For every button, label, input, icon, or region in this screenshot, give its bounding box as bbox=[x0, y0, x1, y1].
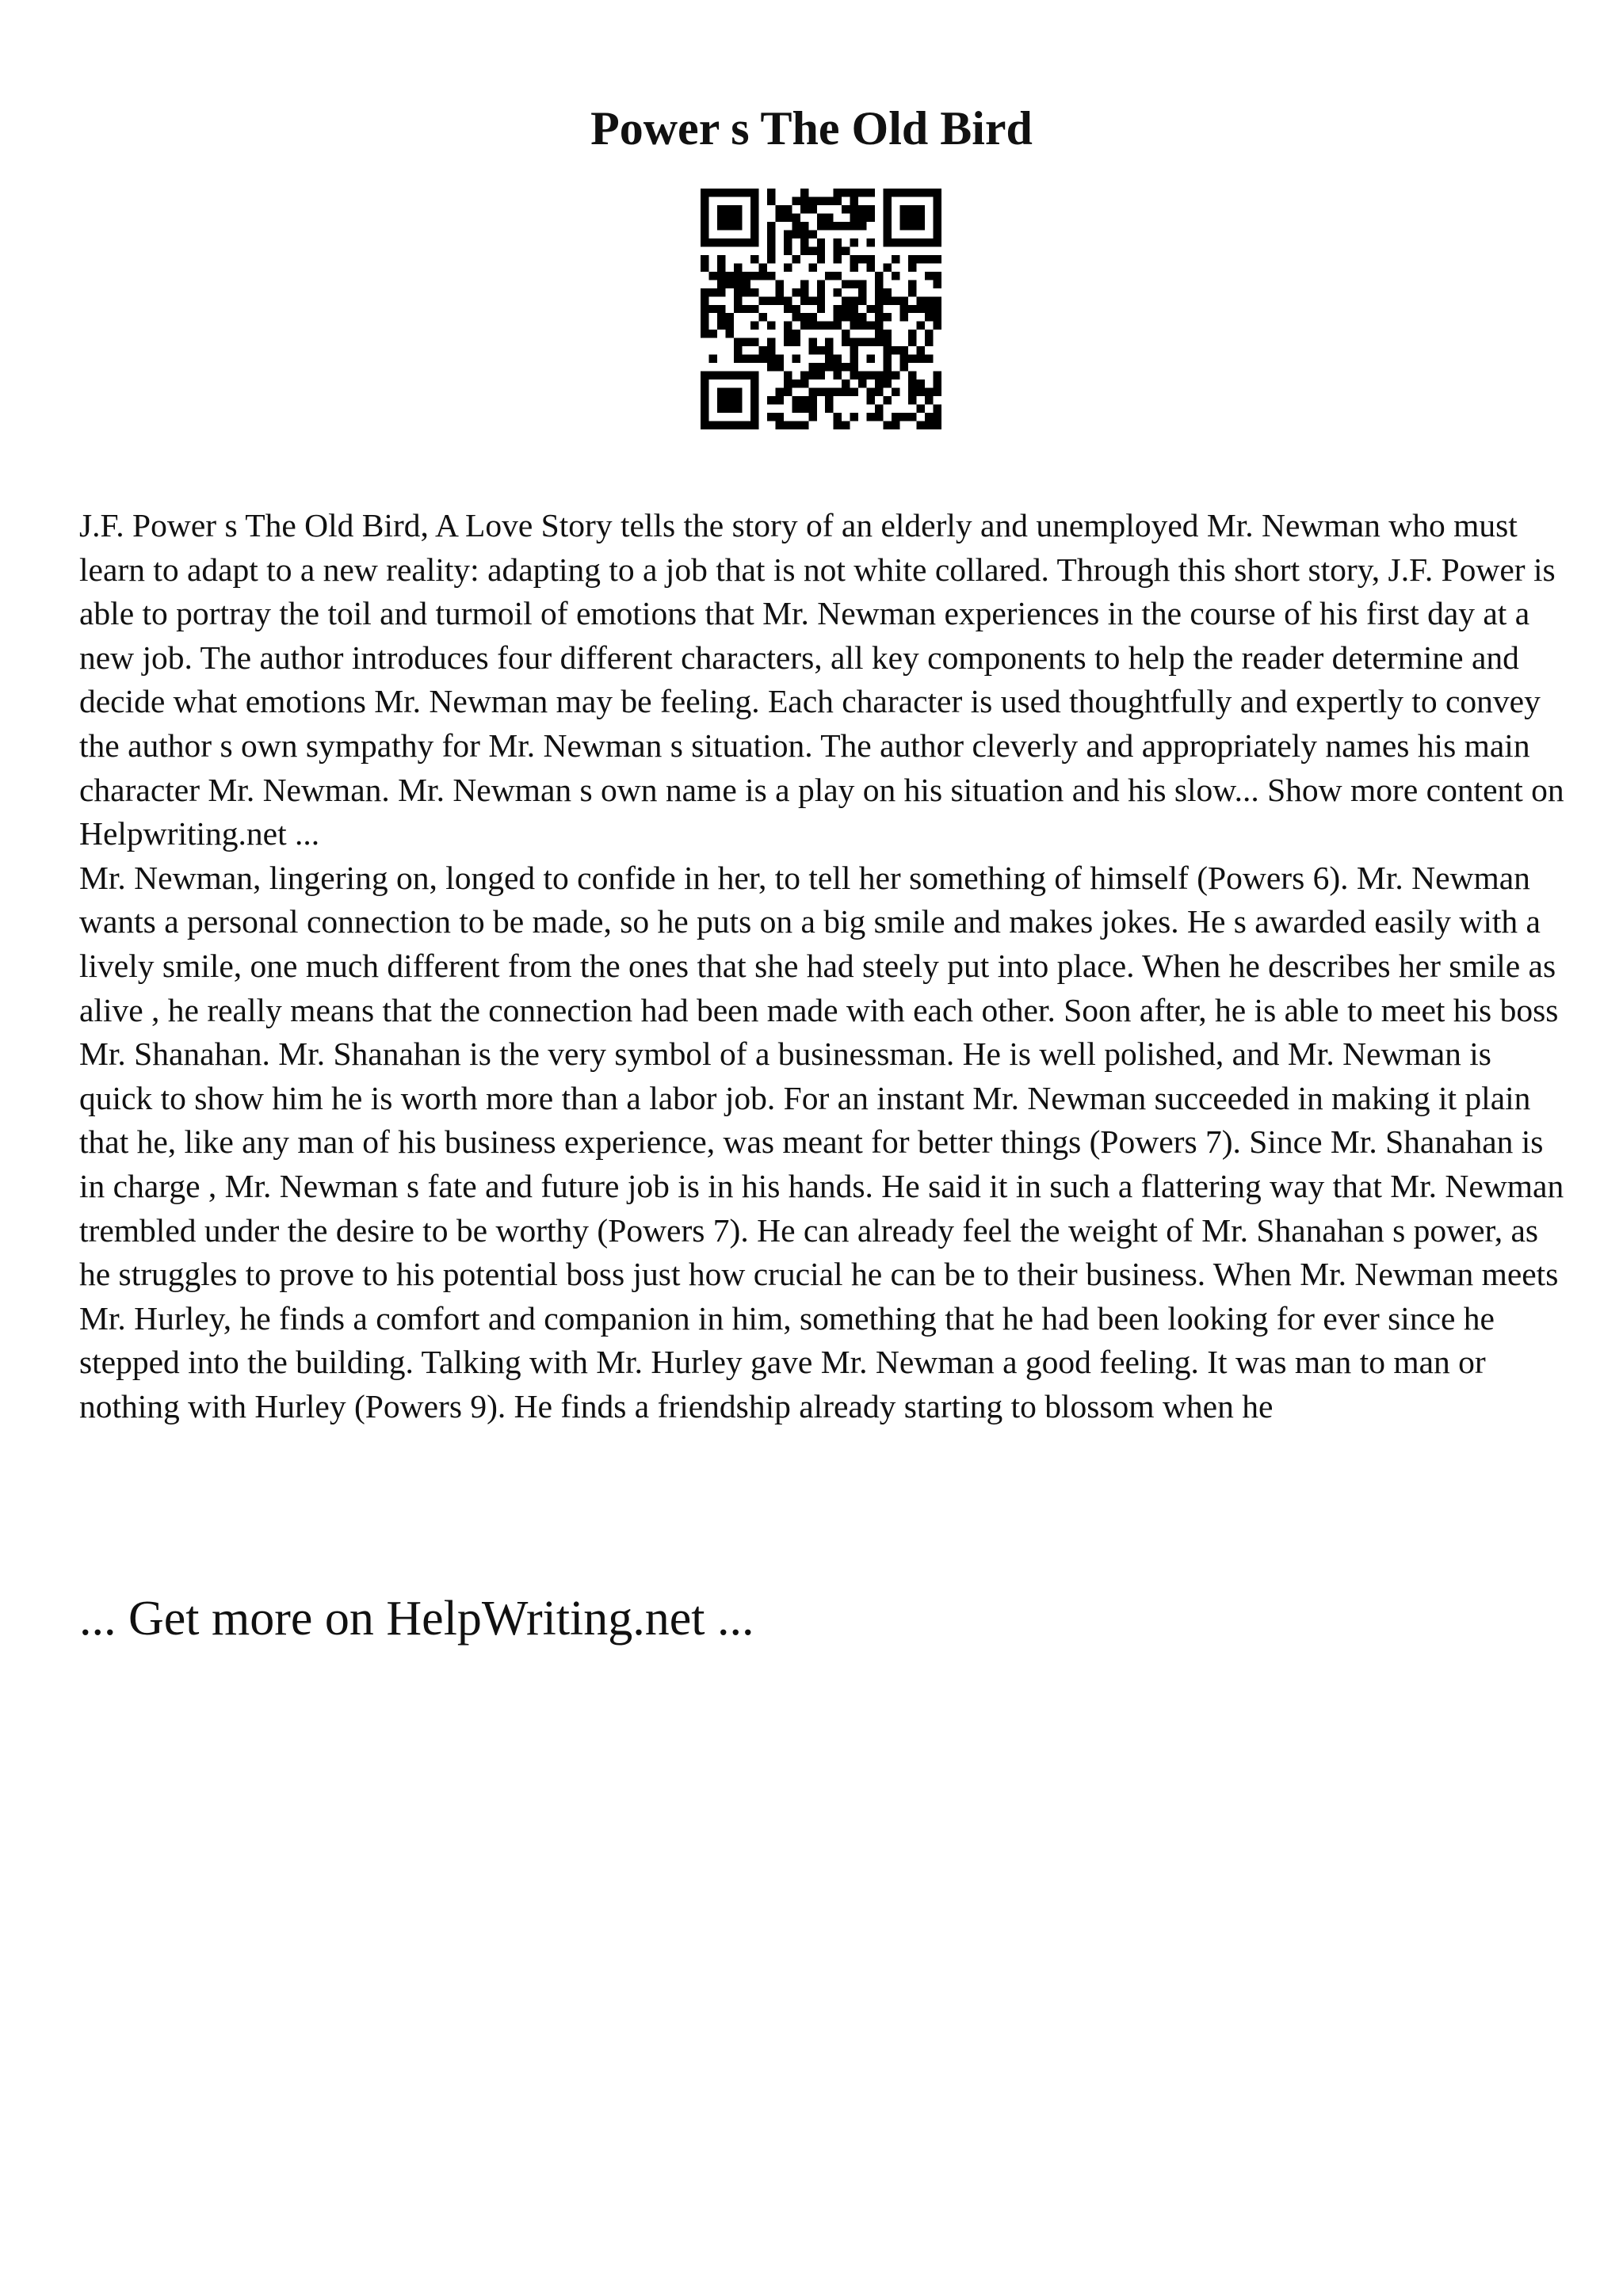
get-more-link[interactable]: ... Get more on HelpWriting.net ... bbox=[79, 1592, 754, 1646]
paragraph-analysis: Mr. Newman, lingering on, longed to confide in her, to tell her something of himself (Powers 6). Mr. Newman wants a personal connection to be made, so he puts on a big smile and makes jokes. He s awarded easily with a lively smile, one much different from the ones that she had steely put into place. When he describes her smile as alive , he really means that the connection had been made with each other. Soon after, he is able to meet his boss Mr. Shanahan. Mr. Shanahan is the very symbol of a businessman. He is well polished, and Mr. Newman is quick to show him he is worth more than a labor job. For an instant Mr. Newman succeeded in making it plain that he, like any man of his business experience, was meant for better things (Powers 7). Since Mr. Shanahan is in charge , Mr. Newman s fate and future job is in his hands. He said it in such a flattering way that Mr. Newman trembled under the desire to be worthy (Powers 7). He can already feel the weight of Mr. Shanahan s power, as he struggles to prove to his potential boss just how crucial he can be to their business. When Mr. Newman meets Mr. Hurley, he finds a comfort and companion in him, something that he had been looking for ever since he stepped into the building. Talking with Mr. Hurley gave Mr. Newman a good feeling. It was man to man or nothing with Hurley (Powers 9). He finds a friendship already starting to blossom when he bbox=[79, 859, 1564, 1425]
paragraph-intro: J.F. Power s The Old Bird, A Love Story tells the story of an elderly and unemployed Mr. Newman who must learn to adapt to a new reality: adapting to a job that is not white collared. Through this short story, J.F. Power is able to portray the toil and turmoil of emotions that Mr. Newman experiences in the course of his first day at a new job. The author introduces four different characters, all key components to help the reader determine and decide what emotions Mr. Newman may be feeling. Each character is used thoughtfully and expertly to convey the author s own sympathy for Mr. Newman s situation. The author cleverly and appropriately names his main character Mr. Newman. Mr. Newman s own name is a play on his situation and his slow... Show more content on Helpwriting.net ... bbox=[79, 507, 1564, 852]
document-title: Power s The Old Bird bbox=[590, 102, 1033, 154]
qr-code-icon[interactable] bbox=[701, 189, 941, 429]
body-text bbox=[79, 504, 1569, 1428]
